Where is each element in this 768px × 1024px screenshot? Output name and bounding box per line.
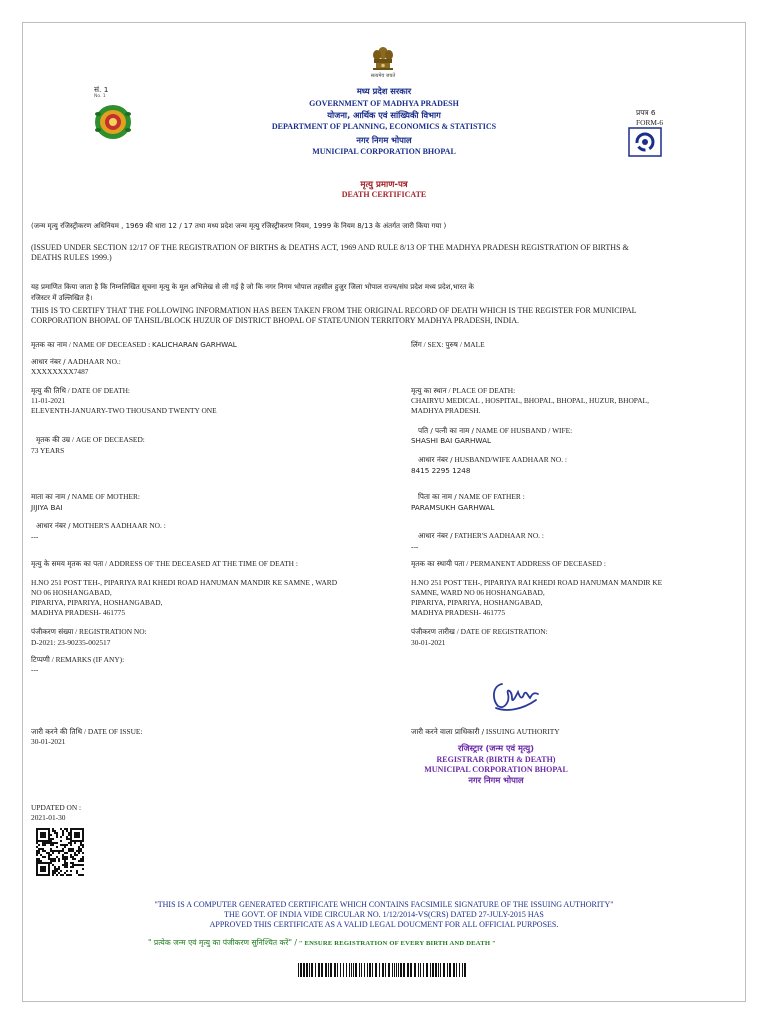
registration-no-label: पंजीकरण संख्या / REGISTRATION NO:: [31, 627, 147, 636]
date-of-issue-label: जारी करने की तिथि / DATE OF ISSUE:: [31, 727, 143, 736]
spouse-aadhaar-value: 8415 2295 1248: [411, 466, 471, 475]
father-name-label: पिता का नाम / NAME OF FATHER :: [418, 492, 525, 501]
dept-title-hindi: योजना, आर्थिक एवं सांख्यिकी विभाग: [327, 110, 441, 120]
permanent-address-line-1: H.NO 251 POST TEH-, PIPARIYA RAI KHEDI ROAD HANUMAN MANDIR KE: [411, 578, 663, 587]
emblem-caption: सत्यमेव जयते: [370, 73, 396, 79]
permanent-address-line-3: PIPARIYA, PIPARIYA, HOSHANGABAD,: [411, 598, 543, 607]
mother-aadhaar-value: ---: [31, 532, 39, 541]
place-of-death-line-2: MADHYA PRADESH.: [411, 406, 481, 415]
mother-aadhaar-label: आधार नंबर / MOTHER'S AADHAAR NO. :: [36, 521, 166, 530]
aadhaar-value: XXXXXXXX7487: [31, 367, 89, 376]
govt-title: GOVERNMENT OF MADHYA PRADESH: [309, 99, 459, 108]
certify-line-1: THIS IS TO CERTIFY THAT THE FOLLOWING INFORMATION HAS BEEN TAKEN FROM THE ORIGINAL RECORD OF DEATH WHICH IS THE REGISTER FOR MUNICIPAL: [31, 306, 637, 315]
spouse-aadhaar-label: आधार नंबर / HUSBAND/WIFE AADHAAR NO. :: [418, 455, 567, 464]
mother-name-label: माता का नाम / NAME OF MOTHER:: [31, 492, 140, 501]
place-of-death-label: मृत्यु का स्थान / PLACE OF DEATH:: [411, 386, 516, 395]
updated-on-label: UPDATED ON :: [31, 803, 82, 812]
deceased-name-value: KALICHARAN GARHWAL: [152, 340, 237, 349]
mc-title: MUNICIPAL CORPORATION BHOPAL: [312, 147, 456, 156]
registration-slogan: " प्रत्येक जन्म एवं मृत्यु का पंजीकरण सुनिश्चित करें" / " ENSURE REGISTRATION OF EVERY BIRTH AND DEATH ": [148, 938, 496, 947]
address-line-2: NO 06 HOSHANGABAD,: [31, 588, 112, 597]
mc-title-hindi: नगर निगम भोपाल: [356, 135, 412, 145]
certify-line-2: CORPORATION BHOPAL OF TAHSIL/BLOCK HUZUR OF DISTRICT BHOPAL OF STATE/UNION TERRITORY MADHYA PRADESH, INDIA.: [31, 316, 520, 325]
date-of-death-label: मृत्यु की तिथि / DATE OF DEATH:: [31, 386, 130, 395]
date-of-issue-value: 30-01-2021: [31, 737, 66, 746]
date-of-death-words: ELEVENTH-JANUARY-TWO THOUSAND TWENTY ONE: [31, 406, 217, 415]
certify-hindi-line-2: रजिस्टर में उल्लिखित है।: [31, 294, 93, 302]
registrar-signature-icon: [488, 676, 544, 716]
crs-logo-icon: [628, 127, 662, 157]
age-label: मृतक की उम्र / AGE OF DECEASED:: [36, 435, 145, 444]
date-of-death-value: 11-01-2021: [31, 396, 66, 405]
issued-under-hindi: (जन्म मृत्यु रजिस्ट्रीकरण अधिनियम , 1969 की धारा 12 / 17 तथा मध्य प्रदेश जन्म मृत्यु रजिस्ट्रीकरण नियम, 1999 के नियम 8/13 के अंतर्गत जारी किया गया ): [31, 222, 447, 230]
permanent-address-line-2: SAMNE, WARD NO 06 HOSHANGABAD,: [411, 588, 545, 597]
sex-field: लिंग / SEX: पुरुष / MALE: [411, 340, 485, 349]
serial-number-small: No. 1: [94, 94, 106, 99]
circular-note: THE GOVT. OF INDIA VIDE CIRCULAR NO. 1/12/2014-VS(CRS) DATED 27-JULY-2015 HAS: [224, 910, 544, 919]
issued-under-line-2: DEATHS RULES 1999.): [31, 253, 112, 262]
certify-hindi-line-1: यह प्रमाणित किया जाता है कि निम्नलिखित सूचना मृत्यु के मूल अभिलेख से ली गई है जो कि नगर निगम भोपाल तहसील हुजुर जिला भोपाल राज्य/संघ प्रदेश मध्य प्रदेश,भारत के: [31, 283, 474, 291]
age-value: 73 YEARS: [31, 446, 65, 455]
father-aadhaar-label: आधार नंबर / FATHER'S AADHAAR NO. :: [418, 531, 544, 540]
address-line-4: MADHYA PRADESH- 461775: [31, 608, 126, 617]
form-number: FORM-6: [636, 118, 664, 127]
form-number-hindi: प्रपत्र 6: [636, 108, 656, 117]
computer-generated-note: "THIS IS A COMPUTER GENERATED CERTIFICATE WHICH CONTAINS FACSIMILE SIGNATURE OF THE ISSUING AUTHORITY": [154, 900, 614, 909]
barcode: [298, 962, 470, 976]
updated-on-value: 2021-01-30: [31, 813, 66, 822]
legal-document-note: APPROVED THIS CERTIFICATE AS A VALID LEGAL DOUCMENT FOR ALL OFFICIAL PURPOSES.: [209, 920, 559, 929]
national-emblem-icon: [368, 44, 398, 76]
permanent-address-line-4: MADHYA PRADESH- 461775: [411, 608, 506, 617]
mother-name-value: JIJIYA BAI: [31, 503, 63, 512]
registrar-mc: MUNICIPAL CORPORATION BHOPAL: [424, 765, 568, 774]
spouse-name-label: पति / पत्नी का नाम / NAME OF HUSBAND / WIFE:: [418, 426, 573, 435]
deceased-name-field: मृतक का नाम / NAME OF DECEASED : KALICHARAN GARHWAL: [31, 340, 237, 349]
govt-title-hindi: मध्य प्रदेश सरकार: [356, 86, 412, 96]
dept-title: DEPARTMENT OF PLANNING, ECONOMICS & STATISTICS: [271, 122, 497, 131]
spouse-name-value: SHASHI BAI GARHWAL: [411, 436, 492, 445]
registration-no-value: D-2021: 23-90235-002517: [31, 638, 111, 647]
address-line-3: PIPARIYA, PIPARIYA, HOSHANGABAD,: [31, 598, 163, 607]
issuing-authority-label: जारी करने वाला प्राधिकारी / ISSUING AUTHORITY: [411, 727, 560, 736]
certificate-title-hindi: मृत्यु प्रमाण-पत्र: [360, 180, 408, 190]
remarks-value: ---: [31, 665, 39, 674]
issued-under-line-1: (ISSUED UNDER SECTION 12/17 OF THE REGISTRATION OF BIRTHS & DEATHS ACT, 1969 AND RULE 8/13 OF THE MADHYA PRADESH REGISTRATION OF BIRTHS &: [31, 243, 629, 252]
permanent-address-label: मृतक का स्थायी पता / PERMANENT ADDRESS OF DECEASED :: [411, 559, 606, 568]
registrar-title-hindi: रजिस्ट्रार (जन्म एवं मृत्यु): [457, 743, 535, 753]
madhya-pradesh-logo-icon: [94, 104, 132, 140]
remarks-label: टिप्पणी / REMARKS (IF ANY):: [31, 655, 125, 664]
certificate-title: DEATH CERTIFICATE: [341, 190, 427, 199]
registrar-mc-hindi: नगर निगम भोपाल: [468, 775, 524, 785]
address-line-1: H.NO 251 POST TEH-, PIPARIYA RAI KHEDI ROAD HANUMAN MANDIR KE SAMNE , WARD: [31, 578, 338, 587]
address-at-death-label: मृत्यु के समय मृतक का पता / ADDRESS OF THE DECEASED AT THE TIME OF DEATH :: [31, 559, 298, 568]
registration-date-label: पंजीकरण तारीख / DATE OF REGISTRATION:: [411, 627, 548, 636]
serial-number: सं. 1: [94, 85, 109, 94]
father-name-value: PARAMSUKH GARHWAL: [411, 503, 495, 512]
page-border: [22, 22, 746, 1002]
registration-date-value: 30-01-2021: [411, 638, 446, 647]
qr-code: [36, 828, 84, 876]
aadhaar-label: आधार नंबर / AADHAAR NO.:: [31, 357, 121, 366]
registrar-title: REGISTRAR (BIRTH & DEATH): [436, 755, 556, 764]
place-of-death-line-1: CHAIRYU MEDICAL , HOSPITAL, BHOPAL, BHOPAL, HUZUR, BHOPAL,: [411, 396, 649, 405]
father-aadhaar-value: ---: [411, 542, 419, 551]
